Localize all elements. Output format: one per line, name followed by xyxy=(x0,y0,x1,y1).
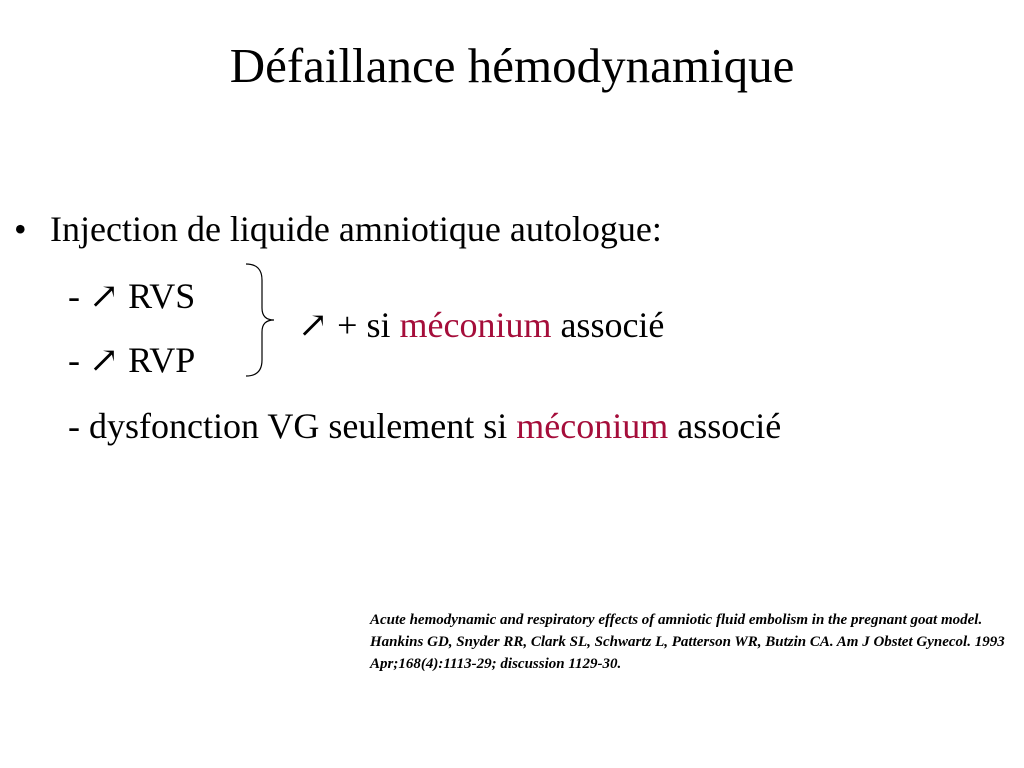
brace-note-highlight: méconium xyxy=(399,305,552,345)
sub-item-vg-suffix: associé xyxy=(668,406,782,446)
brace-note-suffix: associé xyxy=(551,305,665,345)
sub-item-vg xyxy=(68,402,781,450)
brace-note-prefix: ↗ + si xyxy=(298,305,400,345)
bullet-item xyxy=(14,205,662,253)
sub-item-rvp: - ↗ RVP xyxy=(68,340,196,380)
citation: Acute hemodynamic and respiratory effects of amniotic fluid embolism in the pregnant goat model. Hankins GD, Snyder RR, Clark SL, Schwartz L, Patterson WR, Butzin CA. Am J Obstet Gynecol. 1993 Apr;168(4):1113-29; discussion 1129-30. xyxy=(370,612,1005,672)
right-brace-icon xyxy=(244,262,284,378)
sub-item-vg-highlight: méconium xyxy=(516,406,669,446)
bullet-icon: • xyxy=(14,209,27,249)
sub-item-vg-prefix: - dysfonction VG seulement si xyxy=(68,406,517,446)
slide-title: Défaillance hémodynamique xyxy=(229,38,795,93)
sub-item-rvs: - ↗ RVS xyxy=(68,276,196,316)
brace-note xyxy=(298,301,664,349)
bullet-text: Injection de liquide amniotique autologue: xyxy=(50,209,662,249)
